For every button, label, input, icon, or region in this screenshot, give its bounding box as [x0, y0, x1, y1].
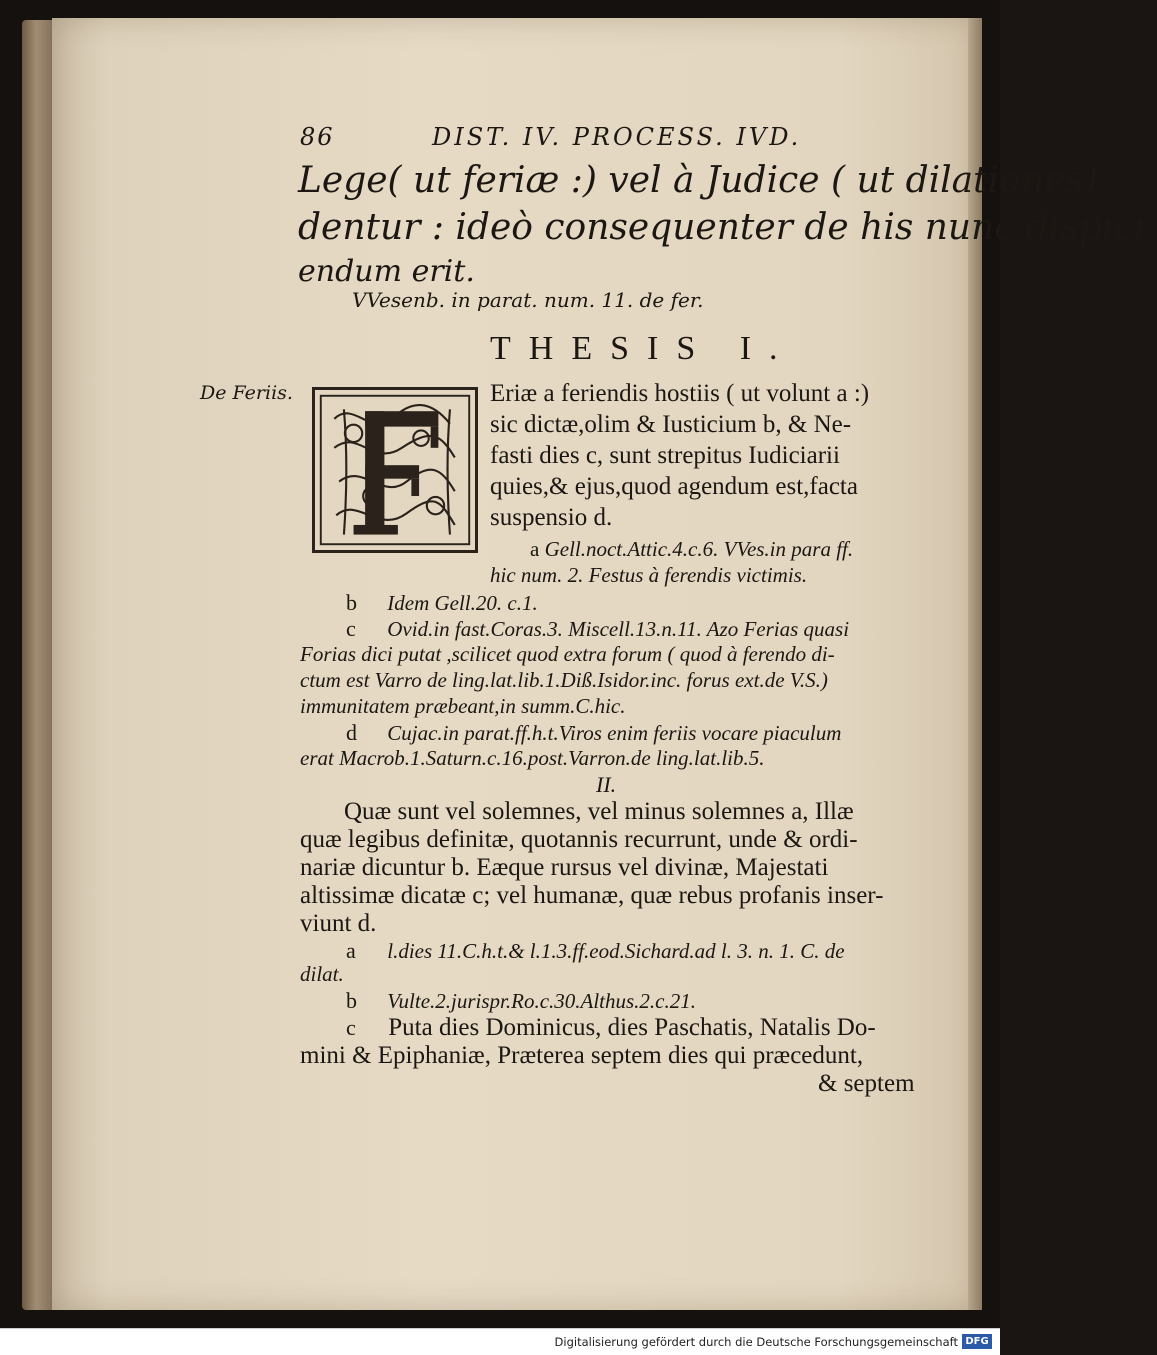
footnote-line	[300, 642, 835, 667]
thesis-line: sic dictæ,olim & Iusticium b, & Ne-	[490, 411, 852, 438]
dfg-logo: DFG	[962, 1334, 992, 1349]
footnote-line	[300, 1042, 863, 1070]
thesis-line: viunt d.	[300, 910, 377, 937]
footnote-text: Vulte.2.jurispr.Ro.c.30.Althus.2.c.21.	[387, 989, 697, 1013]
footnote-letter: b	[346, 590, 357, 615]
footnote-text: Puta dies Dominicus, dies Paschatis, Natalis Do-	[388, 1014, 876, 1041]
ornament-image	[315, 390, 475, 550]
footnote-line	[300, 962, 344, 987]
thesis-line: quies,& ejus,quod agendum est,facta	[490, 473, 858, 500]
thesis-line: Eriæ a feriendis hostiis ( ut volunt a :)	[490, 380, 870, 407]
footnote-line	[346, 616, 849, 642]
footnote-text: mini & Epiphaniæ, Præterea septem dies qui præcedunt,	[300, 1042, 864, 1069]
decorated-initial	[312, 387, 478, 553]
thesis-line: quæ legibus definitæ, quotannis recurrunt, unde & ordi-	[300, 826, 858, 853]
footnote-text: Idem Gell.20. c.1.	[387, 591, 538, 615]
footnote-letter: d	[346, 720, 357, 745]
footnote-text: dilat.	[300, 962, 344, 986]
thesis-heading: THESIS I.	[490, 330, 796, 367]
intro-line: endum erit.	[298, 254, 475, 289]
footnote-text: Cujac.in parat.ff.h.t.Viros enim feriis vocare piaculum	[387, 721, 842, 745]
credit-text: Digitalisierung gefördert durch die Deutsche Forschungsgemeinschaft	[554, 1335, 958, 1349]
running-head	[300, 123, 802, 151]
footnote-text: immunitatem præbeant,in summ.C.hic.	[300, 694, 626, 718]
initial-letter: F	[315, 390, 316, 391]
thesis-line: fasti dies c, sunt strepitus Iudiciarii	[490, 442, 840, 469]
footnote-line	[346, 720, 841, 746]
footnote-line	[346, 1014, 876, 1042]
footnote-text: l.dies 11.C.h.t.& l.1.3.ff.eod.Sichard.ad l. 3. n. 1. C. de	[387, 939, 845, 963]
running-title: DIST. IV. PROCESS. IVD.	[432, 123, 802, 151]
footnote-line	[346, 988, 696, 1014]
intro-line: Lege( ut feriæ :) vel à Judice ( ut dilationes)	[298, 160, 1098, 201]
catchword: & septem	[818, 1070, 915, 1097]
footnote-line	[346, 938, 845, 964]
section-numeral: II.	[596, 772, 617, 797]
footnote-line	[300, 746, 765, 771]
footnote-line	[300, 668, 828, 693]
footnote-text: hic num. 2. Festus à ferendis victimis.	[490, 563, 808, 587]
thesis-line: Quæ sunt vel solemnes, vel minus solemnes a, Illæ	[344, 798, 854, 825]
footnote-letter: b	[346, 988, 357, 1013]
footnote-line	[346, 590, 538, 616]
footnote-letter: a	[530, 537, 540, 561]
margin-note: De Feriis.	[200, 382, 293, 404]
footnote-line	[300, 694, 626, 719]
thesis-line: suspensio d.	[490, 504, 613, 531]
footnote-letter: c	[346, 1015, 356, 1040]
footnote-text: ctum est Varro de ling.lat.lib.1.Diß.Isidor.inc. forus ext.de V.S.)	[300, 668, 828, 692]
footnote-letter: c	[346, 616, 356, 641]
intro-citation: VVesenb. in parat. num. 11. de fer.	[352, 288, 704, 312]
footnote-line	[530, 537, 853, 562]
footnote-text: Forias dici putat ,scilicet quod extra forum ( quod à ferendo di-	[300, 642, 835, 666]
page-number: 86	[300, 123, 335, 151]
thesis-line: altissimæ dicatæ c; vel humanæ, quæ rebus profanis inser-	[300, 882, 884, 909]
footnote-text: Gell.noct.Attic.4.c.6. VVes.in para ff.	[544, 537, 854, 561]
footnote-line	[490, 563, 807, 588]
footnote-letter: a	[346, 938, 356, 963]
footnote-text: Ovid.in fast.Coras.3. Miscell.13.n.11. Azo Ferias quasi	[387, 617, 850, 641]
thesis-line: nariæ dicuntur b. Eæque rursus vel divinæ, Majestati	[300, 854, 829, 881]
intro-line: dentur : ideò consequenter de his nunc dispici-	[298, 207, 1157, 248]
footnote-text: erat Macrob.1.Saturn.c.16.post.Varron.de ling.lat.lib.5.	[300, 746, 765, 770]
credit-bar	[0, 1328, 1000, 1355]
